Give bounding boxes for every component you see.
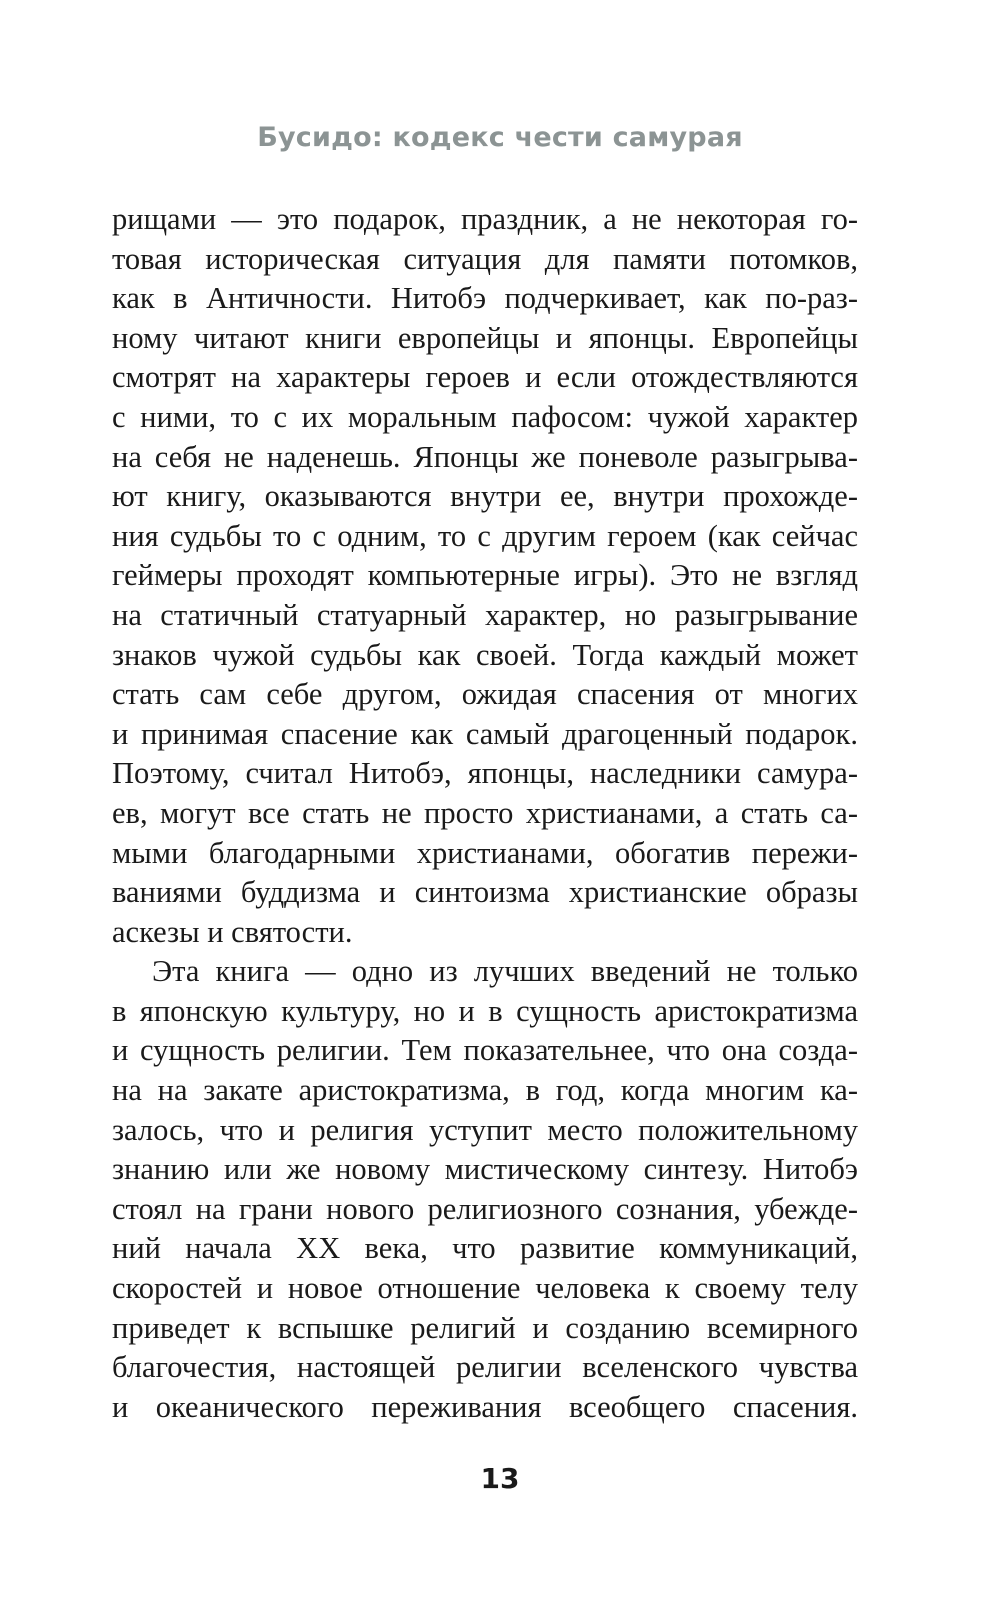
text-line: мыми благодарными христианами, обогатив пережи- (112, 835, 858, 870)
paragraph-1 (112, 200, 858, 952)
text-line: скоростей и новое отношение человека к своему телу (112, 1271, 858, 1306)
text-line: ний начала XX века, что развитие коммуникаций, (112, 1231, 858, 1266)
text-line: и принимая спасение как самый драгоценный подарок. (112, 716, 858, 751)
text-line: и океанического переживания всеобщего спасения. (112, 1389, 858, 1424)
text-line: приведет к вспышке религий и созданию всемирного (112, 1310, 858, 1345)
text-line: на на закате аристократизма, в год, когда многим ка- (112, 1073, 858, 1108)
text-line: смотрят на характеры героев и если отождествляются (112, 360, 858, 395)
text-line: благочестия, настоящей религии вселенского чувства (112, 1350, 858, 1385)
text-line: ния судьбы то с одним, то с другим героем (как сейчас (112, 518, 858, 553)
text-line: залось, что и религия уступит место положительному (112, 1112, 858, 1147)
body-text (112, 200, 858, 1427)
text-line: и сущность религии. Тем показательнее, что она созда- (112, 1033, 858, 1068)
text-line: как в Античности. Нитобэ подчеркивает, как по-раз- (112, 281, 858, 316)
text-line: на себя не наденешь. Японцы же поневоле разыгрыва- (112, 439, 858, 474)
page-number: 13 (480, 1462, 520, 1495)
text-line: ваниями буддизма и синтоизма христианские образы (112, 875, 858, 910)
text-line: рищами — это подарок, праздник, а не некоторая го- (112, 202, 858, 236)
text-line: знаков чужой судьбы как своей. Тогда каждый может (112, 637, 858, 672)
text-line: с ними, то с их моральным пафосом: чужой характер (112, 399, 858, 434)
running-title: Бусидо: кодекс чести самурая (257, 122, 743, 153)
paragraph-2 (112, 952, 858, 1427)
text-line: стать сам себе другом, ожидая спасения от многих (112, 677, 858, 712)
text-line: ному читают книги европейцы и японцы. Европейцы (112, 320, 858, 355)
text-line: товая историческая ситуация для памяти потомков, (112, 241, 858, 276)
text-line: стоял на грани нового религиозного сознания, убежде- (112, 1191, 858, 1226)
text-line: ев, могут все стать не просто христианами, а стать са- (112, 795, 858, 830)
text-line: Эта книга — одно из лучших введений не только (152, 954, 858, 989)
text-line: аскезы и святости. (112, 914, 353, 949)
text-line: в японскую культуру, но и в сущность аристократизма (112, 993, 858, 1028)
text-line: ют книгу, оказываются внутри ее, внутри прохожде- (112, 479, 858, 514)
text-line: на статичный статуарный характер, но разыгрывание (112, 597, 858, 632)
text-line: геймеры проходят компьютерные игры). Это не взгляд (112, 558, 858, 593)
text-line: Поэтому, считал Нитобэ, японцы, наследники самура- (112, 756, 858, 791)
text-line: знанию или же новому мистическому синтезу. Нитобэ (112, 1152, 858, 1187)
